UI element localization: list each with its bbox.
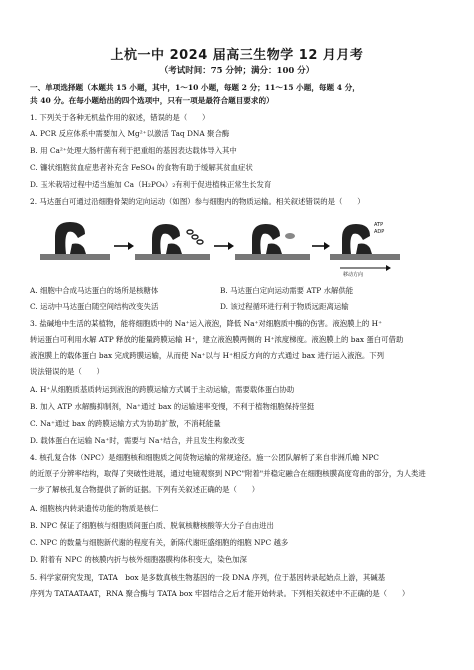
cytoskeleton-track bbox=[135, 254, 210, 260]
motor-protein-figure bbox=[40, 216, 400, 278]
arrow-head-icon bbox=[228, 242, 234, 250]
question-4-stem-line-2: 的近原子分辨率结构，取得了突破性进展，通过电镜观察到 NPC"附着"并稳定融合在细胞核膜高度弯曲的部分，为人类进 bbox=[30, 469, 426, 478]
motor-protein-stage-1 bbox=[55, 222, 86, 254]
question-3-stem-line-4: 说法错误的是（ ） bbox=[30, 367, 104, 376]
motor-protein-stage-4 bbox=[342, 222, 384, 254]
question-4-stem-line-1: 4. 核孔复合体（NPC）是细胞核和细胞质之间货物运输的常规途径。施一公团队解析了来自非洲爪蟾 NPC bbox=[30, 453, 379, 462]
question-1-option-c: C. 镰状细胞贫血症患者补充含 FeSO₄ 的食物有助于缓解其贫血症状 bbox=[30, 163, 253, 172]
page-title: 上杭一中 2024 届高三生物学 12 月月考 bbox=[110, 48, 364, 63]
question-4-option-c: C. NPC 的数量与细胞新代谢的程度有关，新陈代谢旺盛细胞的细胞 NPC 越多 bbox=[30, 538, 289, 547]
question-3-option-b: B. 加入 ATP 水解酶抑制剂，Na⁺通过 bax 的运输速率变慢，不利于植物细胞保持坚挺 bbox=[30, 402, 315, 411]
adp-label: ADP bbox=[374, 229, 385, 235]
question-3-option-d: D. 载体蛋白在运输 Na⁺时，需要与 Na⁺结合，并且发生构象改变 bbox=[30, 436, 245, 445]
question-4-stem-line-3: 一步了解核孔复合物提供了新的证据。下列有关叙述正确的是（ ） bbox=[30, 485, 260, 494]
question-3-stem-line-1: 3. 盐碱地中生活的某植物，能将细胞质中的 Na⁺运入液泡，降低 Na⁺对细胞质中酶的伤害。液泡膜上的 H⁺ bbox=[30, 319, 382, 328]
cytoskeleton-track bbox=[330, 254, 400, 260]
question-3-stem-line-2: 转运蛋白可利用水解 ATP 释放的能量跨膜运输 H⁺，建立液泡膜两侧的 H⁺浓度梯度。液泡膜上的 bax 蛋白可借助 bbox=[30, 335, 404, 344]
question-4-option-d: D. 附着有 NPC 的核膜内折与核外细胞器膜构体积变大，染色加深 bbox=[30, 555, 247, 564]
question-5-stem-line-1: 5. 科学家研究发现，TATA box 是多数真核生物基因的一段 DNA 序列，位于基因转录起始点上游，其碱基 bbox=[30, 573, 386, 582]
question-1-option-b: B. 用 Ca²⁺处理大肠杆菌有利于把重组的基因表达载体导入其中 bbox=[30, 146, 237, 155]
question-4-option-b: B. NPC 保证了细胞核与细胞质间蛋白质、脱氧核糖核酸等大分子自由进出 bbox=[30, 521, 274, 530]
question-2-option-a: A. 细胞中合成马达蛋白的场所是核糖体 bbox=[30, 286, 159, 295]
section-heading: 一、单项选择题（本题共 15 小题，其中，1～10 小题，每题 2 分；11～15 小题，每题 4 分， bbox=[30, 83, 360, 92]
atp-label: ATP bbox=[374, 222, 384, 228]
direction-label: 移动方向 bbox=[343, 272, 364, 278]
question-1-option-d: D. 玉米栽培过程中适当施加 Ca（H₂PO₄）₂有利于促进植株正常生长发育 bbox=[30, 180, 272, 189]
direction-arrow-head-icon bbox=[386, 265, 391, 271]
cytoskeleton-track bbox=[235, 254, 310, 260]
cargo-icon bbox=[285, 233, 295, 239]
motor-protein-stage-3 bbox=[252, 224, 295, 254]
cytoskeleton-track bbox=[40, 254, 110, 260]
question-3-stem-line-3: 液泡膜上的载体蛋白 bax 完成跨膜运输，从而使 Na⁺以与 H⁺相反方向的方式通过 bax 进行运入液泡。下列 bbox=[30, 351, 385, 360]
question-2-stem: 2. 马达蛋白可通过沿细胞骨架的定向运动（如图）参与细胞内的物质运输。相关叙述错误的是（ ） bbox=[30, 197, 365, 206]
question-3-option-a: A. H⁺从细胞质基质转运到液泡的跨膜运输方式属于主动运输，需要载体蛋白协助 bbox=[30, 385, 295, 394]
question-1-option-a: A. PCR 反应体系中需要加入 Mg²⁺以激活 Taq DNA 聚合酶 bbox=[30, 129, 230, 138]
question-1-stem: 1. 下列关于各种无机盐作用的叙述，错误的是（ ） bbox=[30, 113, 210, 122]
chain-icon bbox=[187, 230, 203, 244]
exam-info: （考试时间：75 分钟；满分：100 分） bbox=[159, 66, 315, 76]
question-4-option-a: A. 细胞核内转录遗传功能的物质是核仁 bbox=[30, 504, 159, 513]
arrow-head-icon bbox=[324, 242, 330, 250]
question-2-option-d: D. 该过程循环进行利于物质远距离运输 bbox=[220, 302, 349, 311]
question-2-option-b: B. 马达蛋白定向运动需要 ATP 水解供能 bbox=[220, 286, 354, 295]
section-heading-cont: 共 40 分。在每小题给出的四个选项中，只有一项是最符合题目要求的） bbox=[30, 96, 274, 105]
question-5-stem-line-2: 序列为 TATAATAAT，RNA 聚合酶与 TATA box 牢固结合之后才能开始转录。下列相关叙述中不正确的是（ ） bbox=[30, 589, 410, 598]
question-2-option-c: C. 运动中马达蛋白随空间结构改变失活 bbox=[30, 302, 159, 311]
arrow-head-icon bbox=[128, 242, 134, 250]
question-3-option-c: C. Na⁺通过 bax 的跨膜运输方式为协助扩散，不消耗能量 bbox=[30, 419, 221, 428]
motor-protein-stage-2 bbox=[152, 224, 203, 254]
